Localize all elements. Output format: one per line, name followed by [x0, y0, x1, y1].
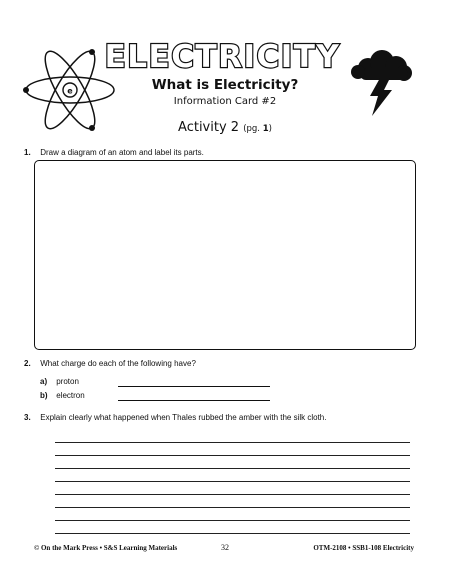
svg-text:e: e [67, 86, 73, 96]
question-1 [24, 148, 204, 157]
atom-icon [18, 48, 122, 132]
question-number: 1. [24, 148, 31, 157]
question-text: What charge do each of the following have? [40, 359, 196, 368]
storm-cloud-lightning-icon [350, 48, 414, 118]
information-card-label: Information Card #2 [173, 96, 277, 107]
activity-label: Activity 2 [178, 120, 240, 135]
answer-line[interactable] [55, 455, 410, 456]
answer-line-proton[interactable] [118, 386, 270, 387]
drawing-area[interactable] [34, 160, 416, 350]
subquestion-letter: b) [40, 391, 48, 400]
page-title [100, 36, 345, 74]
question-2 [24, 359, 196, 368]
subquestion-label: electron [56, 391, 85, 400]
answer-line[interactable] [55, 507, 410, 508]
answer-line[interactable] [55, 533, 410, 534]
subquestion-letter: a) [40, 377, 48, 386]
footer-product-code: OTM-2108 • SSB1-108 Electricity [313, 544, 414, 552]
answer-line-electron[interactable] [118, 400, 270, 401]
answer-line[interactable] [55, 442, 410, 443]
answer-line[interactable] [55, 481, 410, 482]
subquestion-electron [40, 391, 85, 400]
answer-line[interactable] [55, 494, 410, 495]
subquestion-proton [40, 377, 79, 386]
footer-publisher: © On the Mark Press • S&S Learning Materials [34, 544, 178, 552]
question-text: Explain clearly what happened when Thales rubbed the amber with the silk cloth. [40, 413, 327, 422]
svg-text:ELECTRICITY: ELECTRICITY [104, 39, 341, 74]
question-number: 3. [24, 413, 31, 422]
question-text: Draw a diagram of an atom and label its parts. [40, 148, 204, 157]
question-3 [24, 413, 326, 422]
activity-page-ref: (pg. 1) [243, 124, 272, 134]
subtitle: What is Electricity? [151, 77, 299, 93]
subquestion-label: proton [56, 377, 79, 386]
activity-heading [130, 120, 320, 135]
title-outline-text [100, 36, 345, 74]
page-number: 32 [221, 543, 229, 552]
answer-line[interactable] [55, 520, 410, 521]
question-number: 2. [24, 359, 31, 368]
answer-line[interactable] [55, 468, 410, 469]
